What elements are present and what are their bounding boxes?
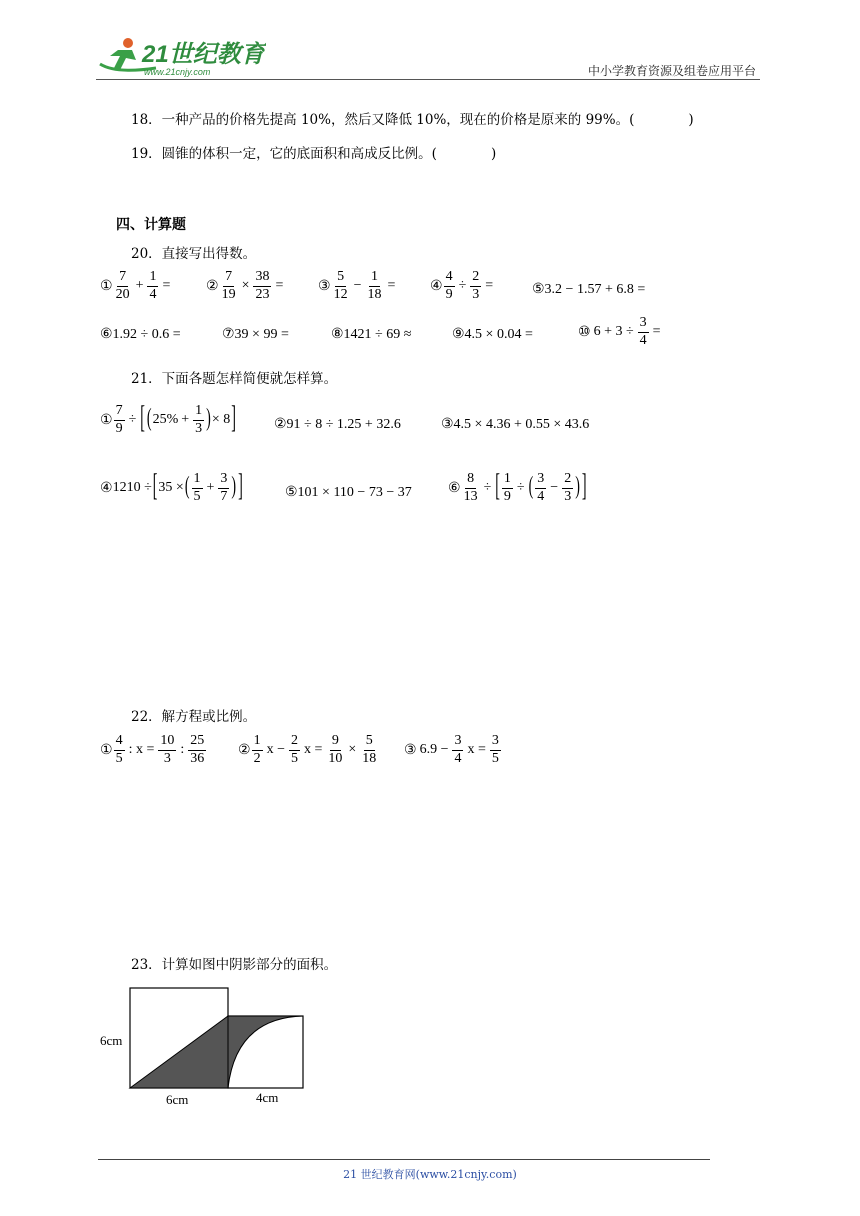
question-19: 19．圆锥的体积一定，它的底面积和高成反比例。( ) — [131, 146, 497, 162]
q21-item-4: ④ 1210 ÷ [ 35 × ( $\frac{1}{5}$ + $\frac{3}{7}$ ) ] — [100, 469, 243, 505]
site-logo — [96, 34, 266, 80]
q20-item-8: ⑧1421 ÷ 69 ≈ — [331, 327, 412, 342]
q20-item-9: ⑨4.5 × 0.04 = — [452, 327, 533, 342]
footer-text: 21 世纪教育网(www.21cnjy.com) — [343, 1168, 517, 1181]
label-bottom-6cm: 6cm — [166, 1092, 189, 1107]
q21-item-3: ③4.5 × 4.36 + 0.55 × 43.6 — [441, 417, 590, 432]
label-left-6cm: 6cm — [100, 1033, 123, 1048]
q20-item-10: ⑩ 6 + 3 ÷ $\frac{3}{4}$ = — [578, 315, 661, 348]
question-23: 23．计算如图中阴影部分的面积。 — [131, 957, 338, 973]
q20-item-2: ② $\frac{7}{19}$ × $\frac{38}{23}$ = — [206, 269, 284, 302]
q20-item-1: ① $\frac{7}{20}$ + $\frac{1}{4}$ = — [100, 269, 171, 302]
q20-item-3: ③ $\frac{5}{12}$ − $\frac{1}{18}$ = — [318, 269, 396, 302]
label-bottom-4cm: 4cm — [256, 1090, 279, 1105]
q20-item-7: ⑦39 × 99 = — [222, 327, 289, 342]
q20-item-4: ④ $\frac{4}{9}$ ÷ $\frac{2}{3}$ = — [430, 269, 494, 302]
q22-item-3: ③ 6.9 − $\frac{3}{4}$ x = $\frac{3}{5}$ — [404, 733, 499, 766]
question-21: 21．下面各题怎样简便就怎样算。 — [131, 371, 338, 387]
q21-item-5: ⑤101 × 110 − 73 − 37 — [285, 485, 412, 500]
q22-item-2: ② $\frac{1}{2}$ x − $\frac{2}{5}$ x = $\frac{9}{10}$ × $\frac{5}{18}$ — [238, 733, 377, 766]
shaded-triangle — [130, 1016, 228, 1088]
q21-item-1: ① $\frac{7}{9}$ ÷ [ ( 25% + $\frac{1}{3}$ ) × 8 ] — [100, 401, 236, 437]
question-22: 22．解方程或比例。 — [131, 709, 257, 725]
platform-name: 中小学教育资源及组卷应用平台 — [587, 64, 756, 78]
logo-text: 21世纪教育 — [142, 41, 265, 68]
section-title: 四、计算题 — [116, 217, 186, 233]
header-divider — [96, 79, 760, 80]
q21-item-6: ⑥ $\frac{8}{13}$ ÷ [ $\frac{1}{9}$ ÷ ( $\frac{3}{4}$ − $\frac{2}{3}$ ) ] — [448, 469, 587, 505]
q22-item-1: ① $\frac{4}{5}$ : x = $\frac{10}{3}$ : $\frac{25}{36}$ — [100, 733, 205, 766]
q20-item-5: ⑤3.2 − 1.57 + 6.8 = — [532, 282, 646, 297]
logo-url: www.21cnjy.com — [144, 67, 211, 77]
shaded-arc-region — [228, 1016, 303, 1088]
q21-item-2: ②91 ÷ 8 ÷ 1.25 + 32.6 — [274, 417, 401, 432]
shaded-area-figure — [96, 985, 316, 1119]
q20-item-6: ⑥1.92 ÷ 0.6 = — [100, 327, 181, 342]
question-18: 18．一种产品的价格先提高 10%，然后又降低 10%，现在的价格是原来的 99%。( ) — [131, 112, 694, 128]
footer-divider — [98, 1159, 710, 1160]
question-20: 20．直接写出得数。 — [131, 246, 257, 262]
